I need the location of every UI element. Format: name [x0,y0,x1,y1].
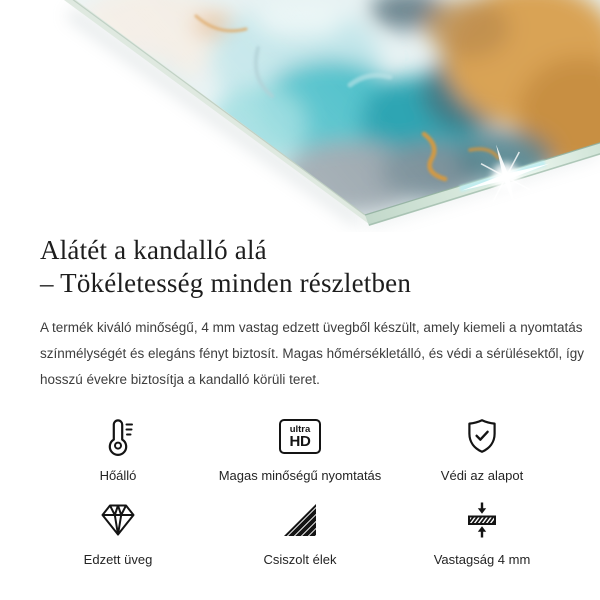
ultra-hd-icon [279,419,321,454]
page-title-line-2: – Tökéletesség minden részletben [40,268,412,298]
feature-label: Magas minőségű nyomtatás [218,468,382,483]
description-line: hosszú évekre biztosítja a kandalló körüli teret. [40,372,320,387]
feature-protects-base [394,415,570,483]
ultra-hd-icon-top-text: ultra [289,423,311,435]
product-image [0,0,600,232]
glass-panel-illustration [0,0,600,232]
shield-check-icon [462,416,502,456]
feature-ultra-hd-print [212,415,388,483]
ultra-hd-icon-bottom-text: HD [289,432,311,450]
feature-label: Hőálló [99,468,137,483]
polished-edges-icon [280,500,320,540]
feature-label: Csiszolt élek [263,552,337,567]
feature-label: Edzett üveg [83,552,153,567]
feature-label: Védi az alapot [440,468,524,483]
page-title-line-1: Alátét a kandalló alá [40,235,267,265]
thickness-icon [462,500,502,540]
feature-tempered-glass [30,499,206,567]
page-title [0,234,600,300]
feature-label: Vastagság 4 mm [433,552,531,567]
features-grid [30,415,570,567]
feature-thickness [394,499,570,567]
thermometer-icon [98,416,138,456]
diamond-icon [98,500,138,540]
description-line: A termék kiváló minőségű, 4 mm vastag edzett üvegből készült, amely kiemeli a nyomtatás [40,320,583,335]
feature-heat-resistant [30,415,206,483]
product-description [40,315,585,393]
description-line: színmélységét és elegáns fényt biztosít. Magas hőmérsékletálló, és védi a sérülésektől, így [40,346,585,361]
feature-polished-edges [212,499,388,567]
